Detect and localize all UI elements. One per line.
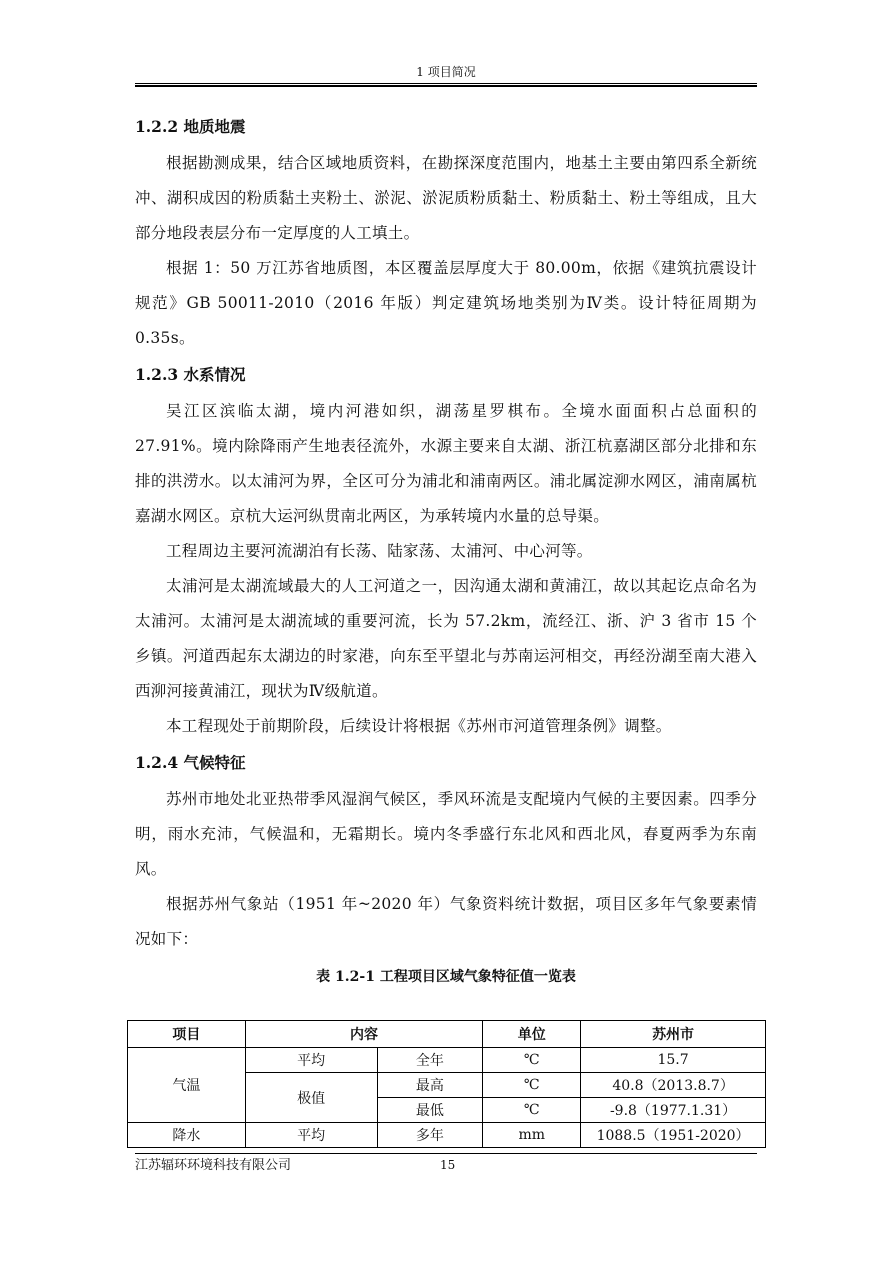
cell-multi-year: 多年 [377,1123,483,1148]
paragraph: 太浦河是太湖流域最大的人工河道之一，因沟通太湖和黄浦江，故以其起讫点命名为太浦河。太浦河是太湖流域的重要河流，长为 57.2km，流经江、浙、沪 3 省市 15 个乡镇。河道西起东太湖边的时家港，向东至平望北与苏南运河相交，再经汾湖至南大港入西泖河接黄浦江，现状为Ⅳ级航道。 [135,577,757,700]
cell-unit: ℃ [483,1073,581,1098]
paragraph: 本工程现处于前期阶段，后续设计将根据《苏州市河道管理条例》调整。 [166,717,672,735]
cell-extreme: 极值 [245,1073,377,1123]
cell-temperature: 气温 [128,1048,246,1123]
cell-average: 平均 [245,1123,377,1148]
cell-value: 1088.5（1951-2020） [581,1123,766,1148]
cell-max: 最高 [377,1073,483,1098]
cell-unit: mm [483,1123,581,1148]
paragraph: 根据 1：50 万江苏省地质图，本区覆盖层厚度大于 80.00m，依据《建筑抗震设计规范》GB 50011-2010（2016 年版）判定建筑场地类别为Ⅳ类。设计特征周期为 0.35s。 [135,259,757,347]
cell-value: -9.8（1977.1.31） [581,1098,766,1123]
paragraph: 工程周边主要河流湖泊有长荡、陆家荡、太浦河、中心河等。 [166,542,593,560]
cell-precipitation: 降水 [128,1123,246,1148]
header-item: 项目 [128,1021,246,1048]
cell-min: 最低 [377,1098,483,1123]
running-header: 1 项目简况 [416,65,476,79]
header-rule-thick [135,85,757,87]
header-city: 苏州市 [581,1021,766,1048]
page-number: 15 [440,1158,456,1172]
paragraph: 根据勘测成果，结合区域地质资料，在勘探深度范围内，地基土主要由第四系全新统冲、湖积成因的粉质黏土夹粉土、淤泥、淤泥质粉质黏土、粉质黏土、粉土等组成，且大部分地段表层分布一定厚度的人工填土。 [135,154,757,242]
cell-average: 平均 [245,1048,377,1073]
section-heading-climate: 1.2.4 气候特征 [135,753,246,772]
footer-company: 江苏辐环环境科技有限公司 [135,1158,292,1173]
table-header-row [128,1021,766,1048]
table-caption: 表 1.2-1 工程项目区域气象特征值一览表 [316,969,576,985]
cell-value: 40.8（2013.8.7） [581,1073,766,1098]
cell-value: 15.7 [581,1048,766,1073]
header-content: 内容 [245,1021,483,1048]
section-heading-geology: 1.2.2 地质地震 [135,117,246,136]
cell-whole-year: 全年 [377,1048,483,1073]
cell-unit: ℃ [483,1098,581,1123]
table-row [128,1123,766,1148]
climate-table [127,1020,766,1148]
paragraph: 根据苏州气象站（1951 年~2020 年）气象资料统计数据，项目区多年气象要素情况如下： [135,895,757,948]
paragraph: 苏州市地处北亚热带季风湿润气候区，季风环流是支配境内气候的主要因素。四季分明，雨水充沛，气候温和，无霜期长。境内冬季盛行东北风和西北风，春夏两季为东南风。 [135,790,757,878]
header-unit: 单位 [483,1021,581,1048]
header-rule [135,83,757,84]
body-content [135,108,757,995]
section-heading-water-system: 1.2.3 水系情况 [135,365,246,384]
table-row [128,1048,766,1073]
paragraph: 吴江区滨临太湖，境内河港如织，湖荡星罗棋布。全境水面面积占总面积的 27.91%。境内除降雨产生地表径流外，水源主要来自太湖、浙江杭嘉湖区部分北排和东排的洪涝水。以太浦河为界，全区可分为浦北和浦南两区。浦北属淀泖水网区，浦南属杭嘉湖水网区。京杭大运河纵贯南北两区，为承转境内水量的总导渠。 [135,402,757,525]
cell-unit: ℃ [483,1048,581,1073]
footer-rule [135,1153,757,1154]
